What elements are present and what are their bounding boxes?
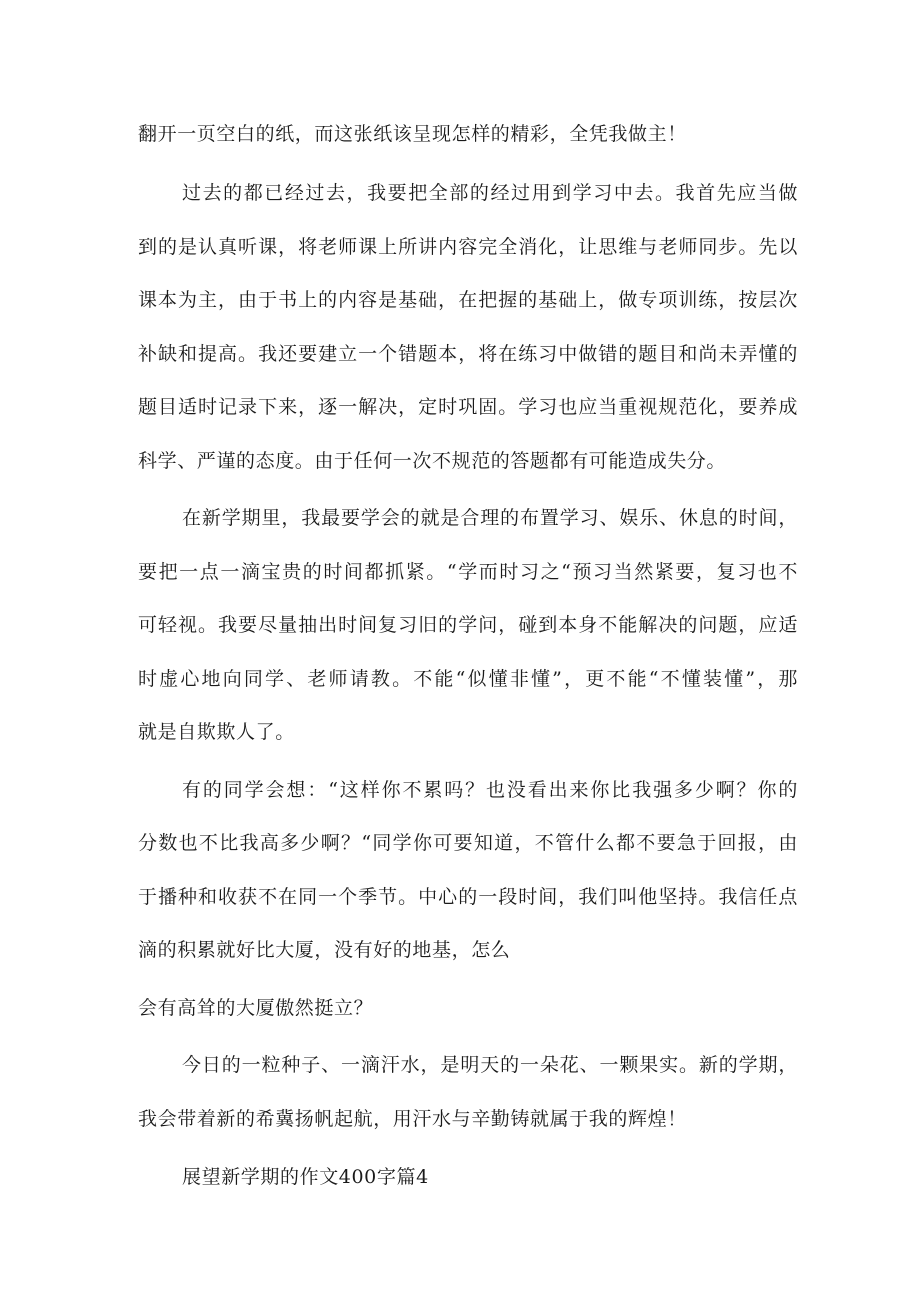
text-line: 可轻视。我要尽量抽出时间复习旧的学问，碰到本身不能解决的问题，应适 (138, 614, 798, 636)
text-line: 就是自欺欺人了。 (138, 721, 295, 743)
text-line: 今日的一粒种子、一滴汗水，是明天的一朵花、一颗果实。新的学期， (182, 1054, 798, 1076)
text-line: 时虚心地向同学、老师请教。不能“似懂非懂”，更不能“不懂装懂”，那 (138, 668, 798, 690)
text-line: 补缺和提高。我还要建立一个错题本，将在练习中做错的题目和尚未弄懂的 (138, 343, 798, 365)
text-line: 滴的积累就好比大厦，没有好的地基，怎么 (138, 939, 511, 961)
text-line: 科学、严谨的态度。由于任何一次不规范的答题都有可能造成失分。 (138, 450, 727, 472)
text-line: 我会带着新的希冀扬帆起航，用汗水与辛勤铸就属于我的辉煌！ (138, 1108, 687, 1130)
text-line: 过去的都已经过去，我要把全部的经过用到学习中去。我首先应当做 (182, 182, 798, 204)
text-line: 有的同学会想：“这样你不累吗？也没看出来你比我强多少啊？你的 (182, 779, 798, 801)
section-heading: 展望新学期的作文400字篇4 (182, 1166, 429, 1188)
text-line: 题目适时记录下来，逐一解决，定时巩固。学习也应当重视规范化，要养成 (138, 396, 798, 418)
text-line: 分数也不比我高多少啊？“同学你可要知道，不管什么都不要急于回报，由 (138, 832, 798, 854)
text-line: 到的是认真听课，将老师课上所讲内容完全消化，让思维与老师同步。先以 (138, 236, 798, 258)
text-line: 翻开一页空白的纸，而这张纸该呈现怎样的精彩，全凭我做主！ (138, 123, 687, 145)
text-line: 要把一点一滴宝贵的时间都抓紧。“学而时习之“预习当然紧要，复习也不 (138, 561, 798, 583)
text-line: 课本为主，由于书上的内容是基础，在把握的基础上，做专项训练，按层次 (138, 289, 798, 311)
text-line: 会有高耸的大厦傲然挺立？ (138, 997, 374, 1019)
text-line: 在新学期里，我最要学会的就是合理的布置学习、娱乐、休息的时间， (182, 507, 798, 529)
text-line: 于播种和收获不在同一个季节。中心的一段时间，我们叫他坚持。我信任点 (138, 886, 798, 908)
